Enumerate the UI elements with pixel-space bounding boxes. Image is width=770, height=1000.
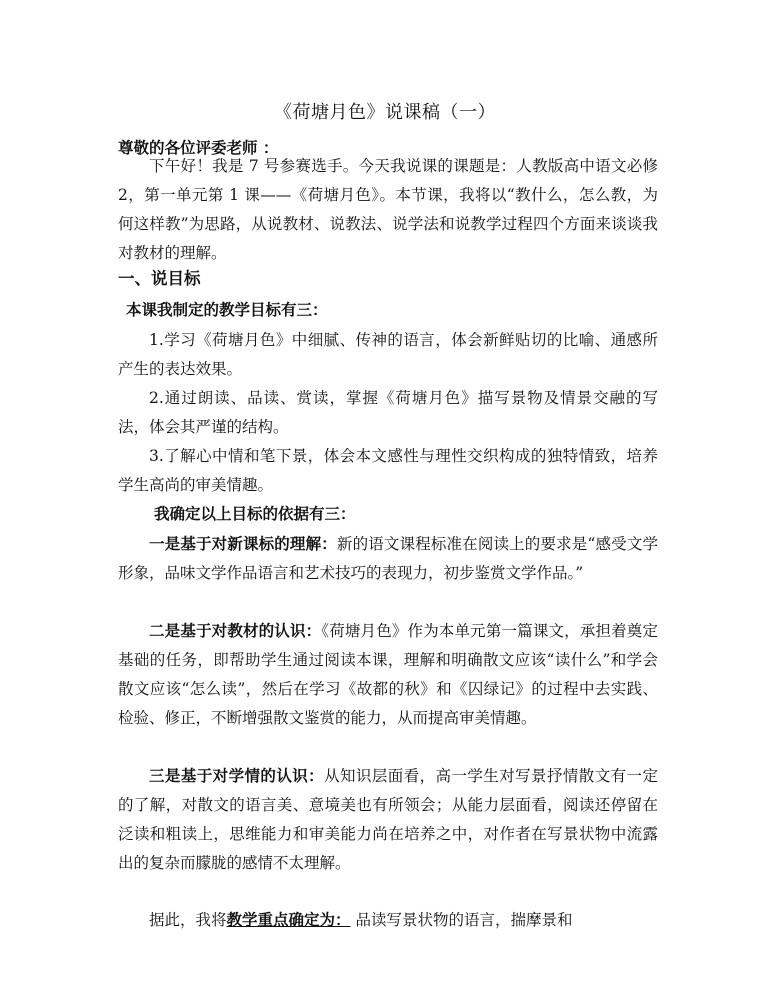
basis-lead-2: 二是基于对教材的认识： (149, 622, 322, 640)
basis-text-2: 《荷塘月色》作为本单元第一篇课文，承担着奠定基础的任务，即帮助学生通过阅读本课，理解和明确散文应该“读什么”和学会散文应该“怎么读”，然后在学习《故都的秋》和《囚绿记》的过程中去实践、检验、修正，不断增强散文鉴赏的能力，从而提高审美情趣。 (118, 622, 658, 727)
basis-lead-3: 三是基于对学情的认识： (149, 767, 325, 785)
basis-paragraph-3 (118, 762, 658, 878)
basis-lead-1: 一是基于对新课标的理解： (149, 535, 337, 553)
basis-paragraph-2 (118, 617, 658, 733)
goal-item-1: 1.学习《荷塘月色》中细腻、传神的语言，体会新鲜贴切的比喻、通感所产生的表达效果。 (118, 331, 658, 378)
goal-item-2: 2.通过朗读、品读、赏读，掌握《荷塘月色》描写景物及情景交融的写法，体会其严谨的结构。 (118, 389, 658, 436)
basis-title: 我确定以上目标的依据有三： (154, 505, 356, 523)
intro-paragraph: 下午好！我是 7 号参赛选手。今天我说课的课题是：人教版高中语文必修 2，第一单元第 1 课——《荷塘月色》。本节课，我将以“教什么，怎么教，为何这样教”为思路，从说教材、说教法、说学法和说教学过程四个方面来谈谈我对教材的理解。 (118, 157, 658, 262)
section-heading-goals: 一、说目标 (118, 269, 201, 288)
focus-prefix: 据此，我将 (149, 911, 227, 929)
focus-paragraph (118, 906, 658, 935)
document-title: 《荷塘月色》说课稿（一） (274, 102, 496, 123)
goals-intro: 本课我制定的教学目标有三： (126, 301, 328, 319)
salutation: 尊敬的各位评委老师 ： (118, 139, 279, 157)
focus-label: 教学重点确定为： (226, 911, 351, 929)
basis-paragraph-1 (118, 530, 658, 588)
focus-text: 品读写景状物的语言，揣摩景和 (350, 911, 573, 929)
goal-item-3: 3.了解心中情和笔下景，体会本文感性与理性交织构成的独特情致，培养学生高尚的审美情趣。 (118, 447, 658, 494)
basis-text-3: 从知识层面看，高一学生对写景抒情散文有一定的了解，对散文的语言美、意境美也有所领会；从能力层面看，阅读还停留在泛读和粗读上，思维能力和审美能力尚在培养之中，对作者在写景状物中流露出的复杂而朦胧的感情不太理解。 (118, 767, 658, 872)
basis-text-1: 新的语文课程标准在阅读上的要求是“感受文学形象，品味文学作品语言和艺术技巧的表现力，初步鉴赏文学作品。” (118, 535, 658, 582)
